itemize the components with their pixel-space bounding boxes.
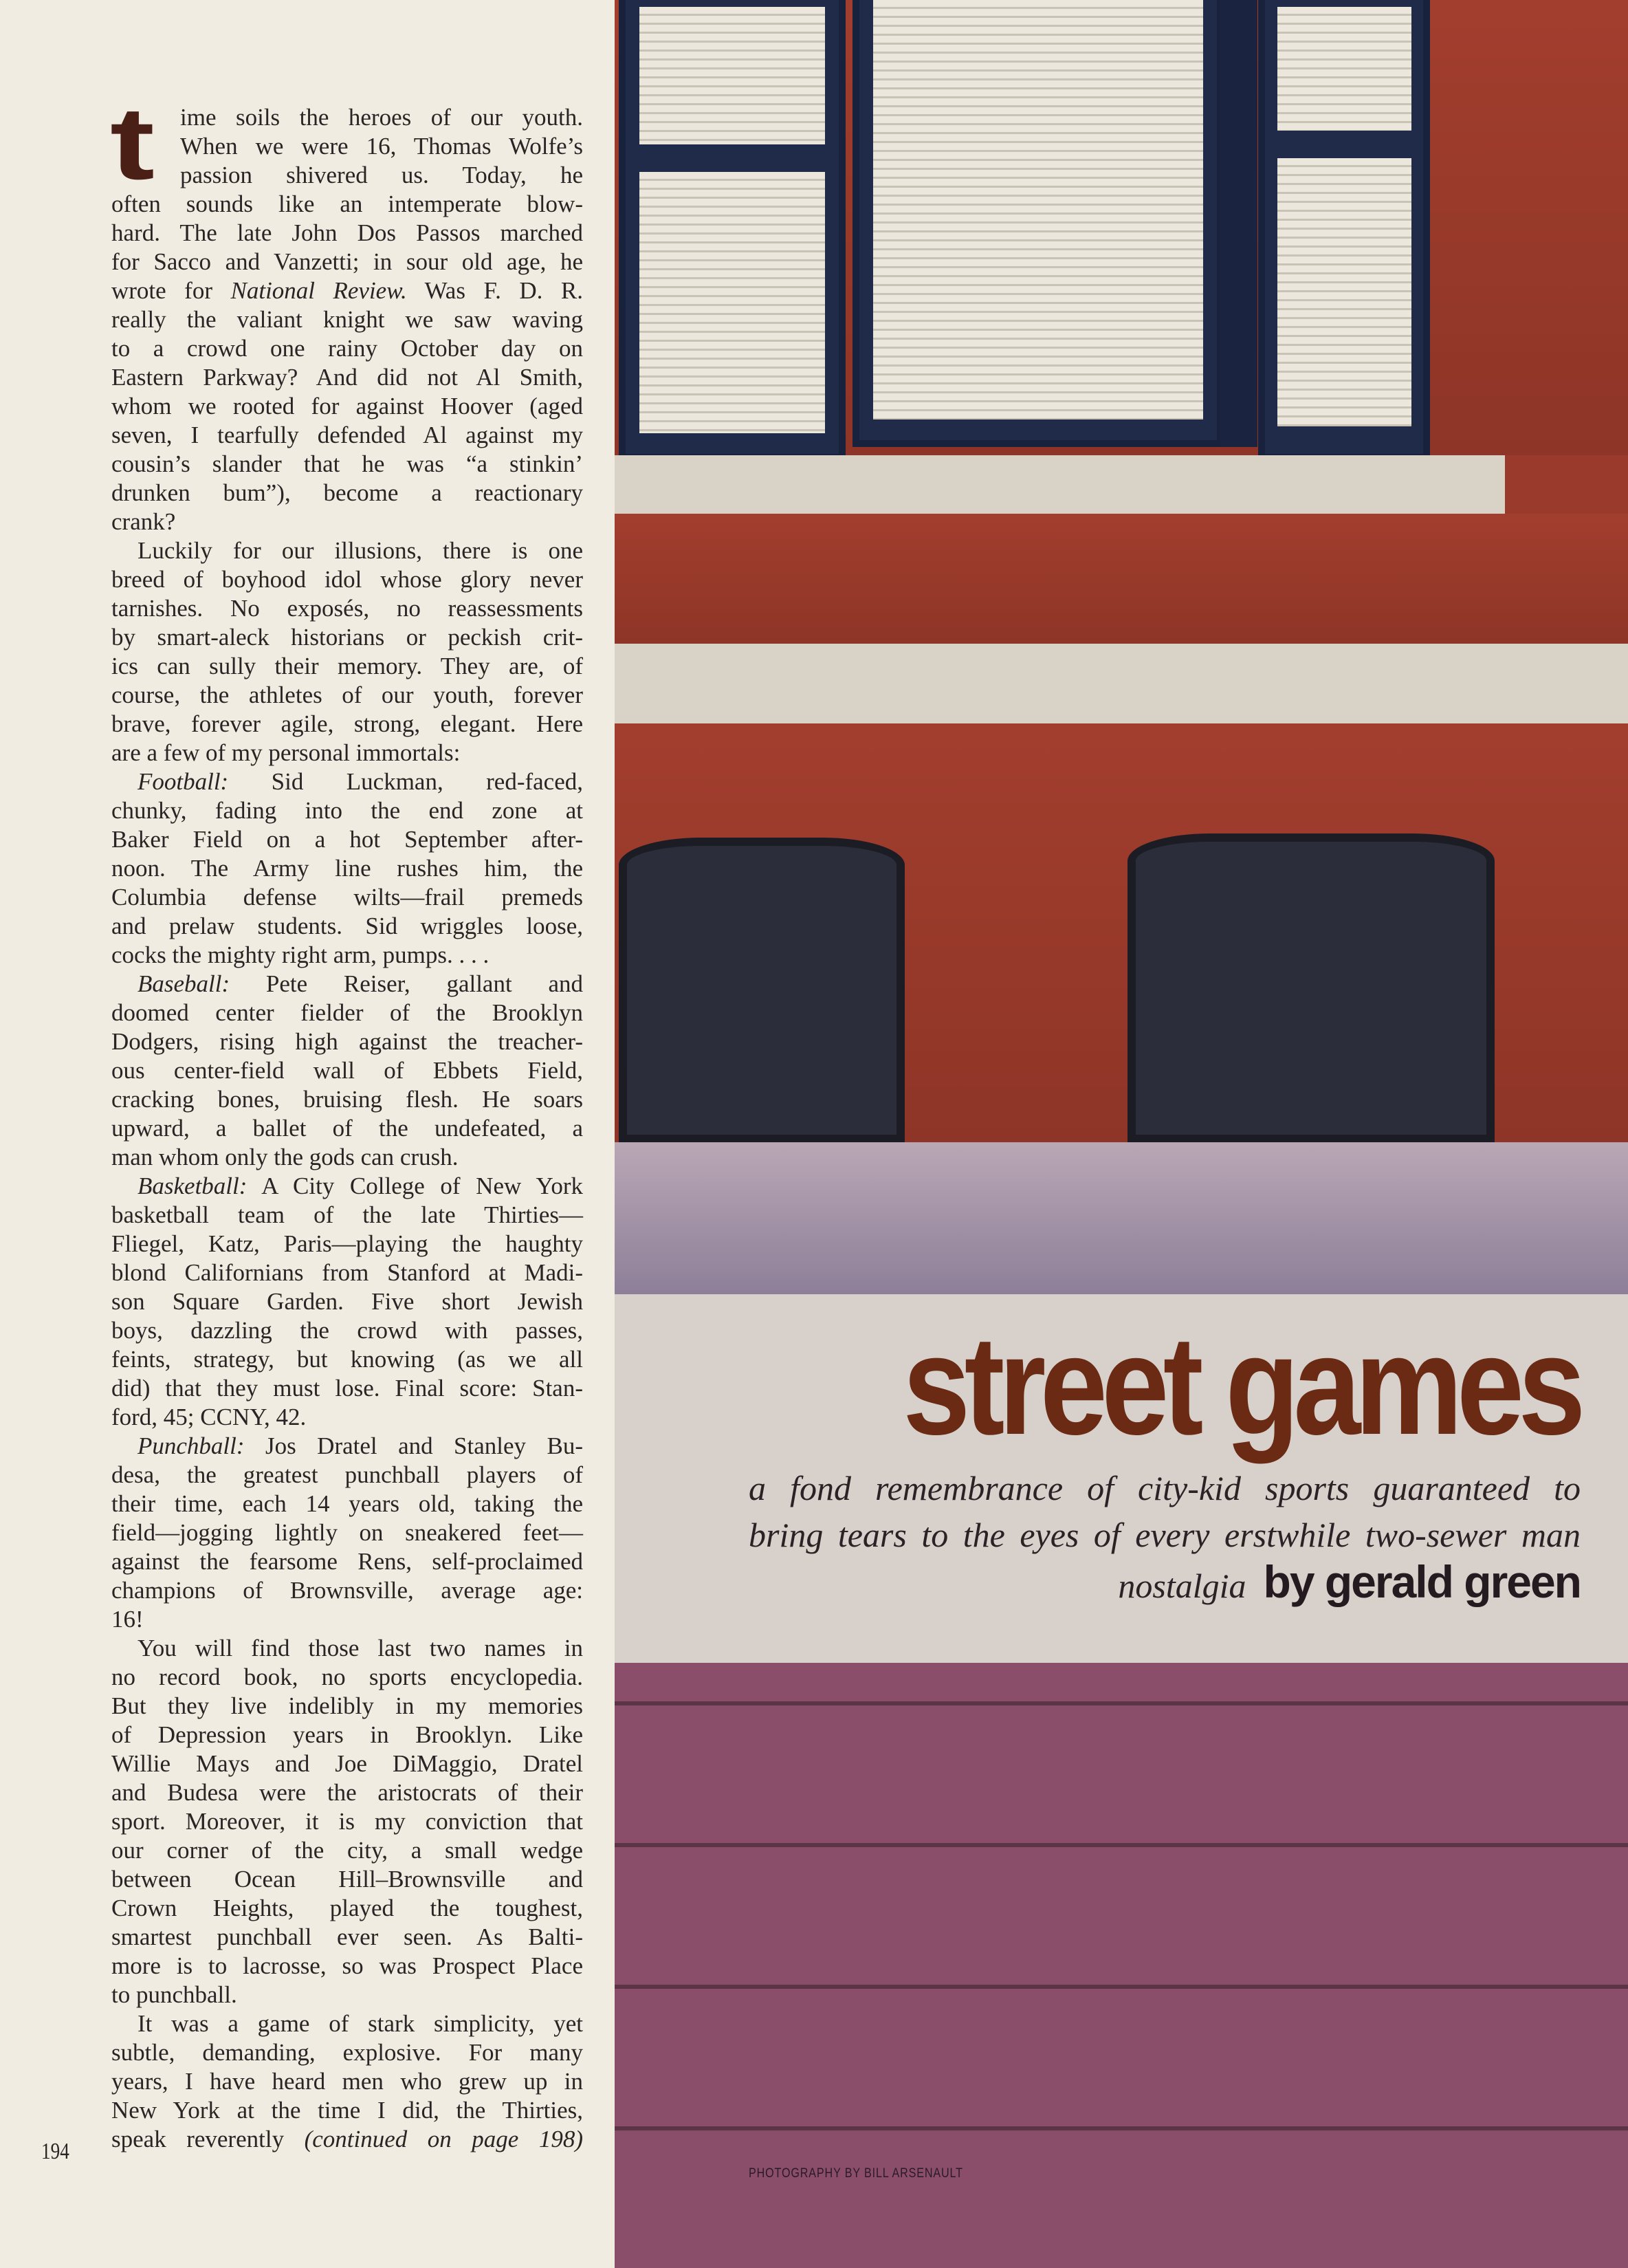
text-segment: champions of Brownsville, average age: <box>111 1577 583 1604</box>
text-line <box>111 334 583 363</box>
text-line <box>111 1749 583 1778</box>
text-line <box>111 883 583 912</box>
text-line <box>111 1634 583 1663</box>
text-segment: upward, a ballet of the undefeated, a <box>111 1115 583 1142</box>
text-line <box>111 1114 583 1143</box>
text-segment: blond Californians from Stanford at Madi- <box>111 1259 583 1286</box>
text-line <box>111 1287 583 1316</box>
text-line <box>111 1952 583 1981</box>
article-body-column <box>110 85 583 2154</box>
text-segment: our corner of the city, a small wedge <box>111 1837 583 1864</box>
upper-window-left <box>619 0 846 461</box>
text-line <box>111 594 583 623</box>
text-segment: feints, strategy, but knowing (as we all <box>111 1346 583 1373</box>
text-segment: speak reverently <box>111 2126 305 2152</box>
subtitle-line: a fond remembrance of city-kid sports guaranteed to <box>749 1469 1581 1507</box>
text-segment: more is to lacrosse, so was Prospect Place <box>111 1952 583 1979</box>
text-line <box>111 1172 583 1201</box>
text-segment: basketball team of the late Thirties— <box>111 1201 583 1228</box>
text-segment: whom we rooted for against Hoover (aged <box>111 393 583 419</box>
text-line <box>111 392 583 421</box>
text-line <box>111 825 583 854</box>
text-segment: Luckily for our illusions, there is one <box>138 537 583 564</box>
text-segment: smartest punchball ever seen. As Balti- <box>111 1923 583 1950</box>
text-segment: often sounds like an intemperate blow- <box>111 190 583 217</box>
text-line <box>111 2096 583 2125</box>
text-segment: cracking bones, bruising flesh. He soars <box>111 1086 583 1113</box>
text-line <box>111 1432 583 1461</box>
text-line <box>111 854 583 883</box>
street-photo <box>615 0 1628 2268</box>
text-segment: tarnishes. No exposés, no reassessments <box>111 595 583 622</box>
text-line <box>111 421 583 450</box>
text-segment: no record book, no sports encyclopedia. <box>111 1664 583 1690</box>
text-segment: are a few of my personal immortals: <box>111 739 461 766</box>
text-line <box>111 1461 583 1490</box>
text-line <box>111 1894 583 1923</box>
text-line <box>111 1056 583 1085</box>
text-line <box>111 1721 583 1749</box>
text-line <box>111 1605 583 1634</box>
text-segment: doomed center fielder of the Brooklyn <box>111 999 583 1026</box>
text-line <box>111 623 583 652</box>
text-line <box>111 796 583 825</box>
stone-band <box>615 644 1628 723</box>
text-line <box>111 710 583 739</box>
text-line <box>111 999 583 1027</box>
page-number: 194 <box>41 2139 69 2164</box>
text-segment: A City College of New York <box>247 1173 583 1199</box>
text-line <box>111 190 583 219</box>
italic-text-segment: (continued on page 198) <box>304 2126 583 2152</box>
text-line <box>111 363 583 392</box>
text-segment: Dodgers, rising high against the treacher- <box>111 1028 583 1055</box>
text-segment: But they live indelibly in my memories <box>111 1692 583 1719</box>
text-line <box>111 2009 583 2038</box>
text-line <box>111 1518 583 1547</box>
text-segment: New York at the time I did, the Thirties, <box>111 2097 583 2124</box>
text-line <box>111 681 583 710</box>
text-line <box>111 305 583 334</box>
text-segment: Sid Luckman, red-faced, <box>228 768 583 795</box>
middle-brick-wall <box>615 514 1628 644</box>
text-segment: 16! <box>111 1606 144 1633</box>
text-segment: of Depression years in Brooklyn. Like <box>111 1721 583 1748</box>
text-segment: to punchball. <box>111 1981 237 2008</box>
text-line <box>111 219 583 248</box>
italic-text-segment: National Review. <box>230 277 407 304</box>
upper-window-right <box>1258 0 1430 461</box>
subtitle-line: bring tears to the eyes of every erstwhile two-sewer man <box>749 1516 1581 1554</box>
text-line <box>111 1201 583 1230</box>
drop-cap: t <box>110 85 155 201</box>
text-segment: did) that they must lose. Final score: Stan- <box>111 1375 583 1402</box>
text-segment: between Ocean Hill–Brownsville and <box>111 1866 583 1893</box>
upper-window-center <box>852 0 1224 447</box>
text-segment: ford, 45; CCNY, 42. <box>111 1404 307 1430</box>
text-line <box>111 1981 583 2009</box>
text-segment: really the valiant knight we saw waving <box>111 306 583 333</box>
text-segment: Jos Dratel and Stanley Bu- <box>244 1432 583 1459</box>
text-segment: man whom only the gods can crush. <box>111 1144 459 1170</box>
text-line <box>111 1345 583 1374</box>
text-segment: boys, dazzling the crowd with passes, <box>111 1317 583 1344</box>
basement-window-right <box>1128 833 1495 1143</box>
text-line <box>111 1923 583 1952</box>
text-line <box>111 739 583 767</box>
text-line <box>111 1258 583 1287</box>
text-line <box>111 1547 583 1576</box>
sidewalk <box>615 1142 1628 1294</box>
text-segment: subtle, demanding, explosive. For many <box>111 2039 583 2066</box>
text-segment: seven, I tearfully defended Al against my <box>111 422 583 448</box>
text-line <box>111 536 583 565</box>
text-line <box>111 248 583 276</box>
text-line <box>111 1316 583 1345</box>
text-line <box>111 1374 583 1403</box>
text-segment: Was F. D. R. <box>406 277 583 304</box>
text-segment: Willie Mays and Joe DiMaggio, Dratel <box>111 1750 583 1777</box>
text-segment: cocks the mighty right arm, pumps. . . . <box>111 941 490 968</box>
italic-text-segment: Football: <box>138 768 229 795</box>
text-segment: desa, the greatest punchball players of <box>111 1461 583 1488</box>
text-line <box>111 508 583 536</box>
text-segment: ics can sully their memory. They are, of <box>111 653 583 679</box>
text-segment: When we were 16, Thomas Wolfe’s <box>180 133 583 160</box>
text-segment: to a crowd one rainy October day on <box>111 335 583 362</box>
text-segment: course, the athletes of our youth, forever <box>111 682 583 708</box>
text-segment: field—jogging lightly on sneakered feet— <box>111 1519 583 1546</box>
text-segment: Baker Field on a hot September after- <box>111 826 583 853</box>
text-line <box>111 565 583 594</box>
text-segment: ime soils the heroes of our youth. <box>180 104 583 131</box>
text-segment: Fliegel, Katz, Paris—playing the haughty <box>111 1230 583 1257</box>
text-line <box>111 161 583 190</box>
text-line <box>111 912 583 941</box>
italic-text-segment: Basketball: <box>138 1173 248 1199</box>
text-line <box>111 103 583 132</box>
text-segment: years, I have heard men who grew up in <box>111 2068 583 2095</box>
text-segment: You will find those last two names in <box>138 1635 583 1661</box>
text-line <box>111 479 583 508</box>
window-sill <box>615 455 1505 514</box>
text-line <box>111 132 583 161</box>
text-segment: cousin’s slander that he was “a stinkin’ <box>111 450 583 477</box>
text-segment: and prelaw students. Sid wriggles loose, <box>111 913 583 939</box>
article-title: street games <box>903 1307 1580 1464</box>
italic-text-segment: Punchball: <box>138 1432 245 1459</box>
byline: by gerald green <box>1263 1556 1581 1607</box>
text-line <box>111 1143 583 1172</box>
text-segment: crank? <box>111 508 176 535</box>
text-line <box>111 2125 583 2154</box>
text-segment: by smart-aleck historians or peckish crit- <box>111 624 583 651</box>
text-line <box>111 767 583 796</box>
article-subtitle <box>749 1465 1581 1609</box>
text-line <box>111 941 583 970</box>
text-line <box>111 1027 583 1056</box>
text-line <box>111 1807 583 1836</box>
text-segment: sport. Moreover, it is my conviction that <box>111 1808 583 1835</box>
text-line <box>111 1865 583 1894</box>
text-segment: Eastern Parkway? And did not Al Smith, <box>111 364 583 391</box>
section-label: nostalgia <box>1118 1567 1246 1605</box>
italic-text-segment: Baseball: <box>138 970 230 997</box>
text-line <box>111 2038 583 2067</box>
text-segment: son Square Garden. Five short Jewish <box>111 1288 583 1315</box>
text-segment: chunky, fading into the end zone at <box>111 797 583 824</box>
text-line <box>111 1230 583 1258</box>
text-segment: breed of boyhood idol whose glory never <box>111 566 583 593</box>
text-segment: Pete Reiser, gallant and <box>230 970 583 997</box>
text-line <box>111 1836 583 1865</box>
text-segment: and Budesa were the aristocrats of their <box>111 1779 583 1806</box>
text-line <box>111 1778 583 1807</box>
photo-credit: PHOTOGRAPHY BY BILL ARSENAULT <box>749 2166 963 2181</box>
window-pillar <box>1220 0 1257 447</box>
text-segment: their time, each 14 years old, taking the <box>111 1490 583 1517</box>
text-line <box>111 970 583 999</box>
text-segment: drunken bum”), become a reactionary <box>111 479 583 506</box>
text-segment: It was a game of stark simplicity, yet <box>138 2010 583 2037</box>
text-segment: Crown Heights, played the toughest, <box>111 1895 583 1921</box>
text-line <box>111 652 583 681</box>
text-segment: brave, forever agile, strong, elegant. Here <box>111 710 583 737</box>
text-line <box>111 1085 583 1114</box>
text-segment: Columbia defense wilts—frail premeds <box>111 884 583 911</box>
text-line <box>111 1576 583 1605</box>
basement-window-left <box>619 838 905 1143</box>
text-segment: noon. The Army line rushes him, the <box>111 855 583 882</box>
text-segment: passion shivered us. Today, he <box>180 162 583 188</box>
text-line <box>111 2067 583 2096</box>
text-segment: wrote for <box>111 277 231 304</box>
text-line <box>111 1663 583 1692</box>
text-segment: ous center-field wall of Ebbets Field, <box>111 1057 583 1084</box>
text-segment: for Sacco and Vanzetti; in sour old age, he <box>111 248 583 275</box>
text-line <box>111 1490 583 1518</box>
text-segment: against the fearsome Rens, self-proclaimed <box>111 1548 583 1575</box>
text-line <box>111 1692 583 1721</box>
text-line <box>111 276 583 305</box>
text-line <box>111 450 583 479</box>
text-segment: hard. The late John Dos Passos marched <box>111 219 583 246</box>
text-line <box>111 1403 583 1432</box>
